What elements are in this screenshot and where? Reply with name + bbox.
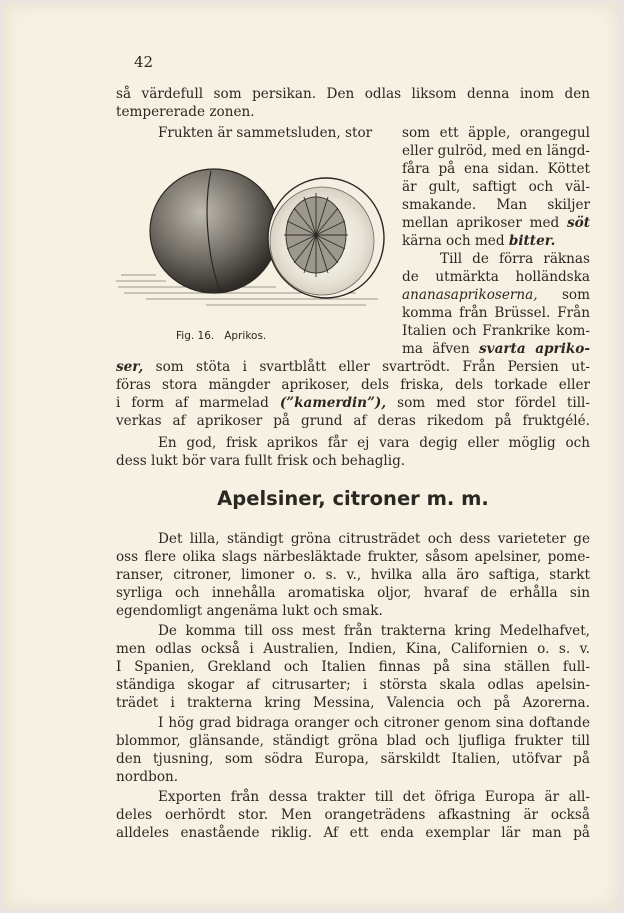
text-line: verkas af aprikoser på grund af deras rikedom på fruktgélé. — [116, 413, 590, 429]
text-line: I Spanien, Grekland och Italien finnas på sina ställen full- — [116, 659, 590, 675]
text-line: eller gulröd, med en längd- — [402, 143, 590, 159]
figure-name: Aprikos. — [224, 330, 267, 342]
text-line: fåra på ena sidan. Köttet — [402, 161, 590, 177]
text-line: men odlas också i Australien, Indien, Kina, Californien o. s. v. — [116, 641, 590, 657]
apricot-drawing — [116, 153, 396, 323]
italic-term: svarta aprikо- — [479, 341, 590, 357]
text-line: I hög grad bidraga oranger och citroner genom sina doftande — [158, 715, 590, 731]
text-line: den tjusning, som södra Europa, särskildt Italien, utöfvar på — [116, 751, 590, 767]
text-line: ranser, citroner, limoner o. s. v., hvilka alla äro saftiga, starkt — [116, 567, 590, 583]
text-line — [402, 340, 590, 358]
text-line: tempererade zonen. — [116, 104, 255, 120]
text-line: blommor, glänsande, ständigt gröna blad och ljufliga frukter till — [116, 733, 590, 749]
text-line: som ett äpple, orangegul — [402, 125, 590, 141]
text-span: mellan aprikoser med — [402, 215, 560, 231]
text-line: föras stora mängder aprikoser, dels friska, dels torkade eller — [116, 377, 590, 393]
text-line — [402, 232, 590, 250]
text-line: är gult, saftigt och väl- — [402, 179, 590, 195]
text-line — [402, 214, 590, 232]
text-line: ständiga skogar af citrusarter; i största skala odlas apelsin- — [116, 677, 590, 693]
text-span: i form af marmelad — [116, 395, 269, 411]
italic-term: ananasaprikoserna, — [402, 287, 538, 303]
whole-apricot — [150, 169, 278, 293]
text-span: ma äfven — [402, 341, 470, 357]
text-span: som med stor fördel till- — [397, 395, 590, 411]
apricot-illustration — [116, 153, 396, 327]
text-line — [402, 286, 590, 304]
text-line: Det lilla, ständigt gröna citrusträdet och dess varieteter ge — [158, 531, 590, 547]
text-line: de utmärkta holländska — [402, 269, 590, 285]
section-heading: Apelsiner, citroner m. m. — [217, 487, 489, 510]
italic-term: bitter. — [508, 233, 556, 249]
book-page — [4, 3, 618, 909]
text-span: som stöta i svartblått eller svartrödt. Från Persien ut- — [155, 359, 590, 375]
text-line: alldeles enastående riklig. Af ett enda exemplar lär man på — [116, 825, 590, 841]
text-line — [116, 394, 590, 412]
text-line: trädet i trakterna kring Messina, Valencia och på Azorerna. — [116, 695, 590, 711]
text-line: De komma till oss mest från trakterna kring Medelhafvet, — [158, 623, 590, 639]
text-line: Till de förra räknas — [440, 251, 590, 267]
text-line: nordbon. — [116, 769, 179, 785]
text-line: syrliga och innehålla aromatiska oljor, hvaraf de erhålla sin — [116, 585, 590, 601]
italic-term: ser, — [116, 359, 144, 375]
text-line: så värdefull som persikan. Den odlas liksom denna inom den — [116, 86, 590, 102]
text-span: kärna och med — [402, 233, 505, 249]
text-line: En god, frisk aprikos får ej vara degig eller möglig och — [158, 435, 590, 451]
text-line: Exporten från dessa trakter till det öfriga Europa är all- — [158, 789, 590, 805]
italic-term: söt — [567, 215, 590, 231]
figure-caption — [176, 330, 266, 342]
figure-number: Fig. 16. — [176, 330, 215, 342]
text-line: Italien och Frankrike kom- — [402, 323, 590, 339]
text-line: smakande. Man skiljer — [402, 197, 590, 213]
page-number: 42 — [134, 53, 154, 71]
italic-term: (”kamerdin”), — [279, 395, 387, 411]
text-line: Frukten är sammetsluden, stor — [158, 125, 373, 141]
text-line: egendomligt angenäma lukt och smak. — [116, 603, 383, 619]
text-line: dess lukt bör vara fullt frisk och behaglig. — [116, 453, 406, 469]
text-line: oss flere olika slags närbesläktade frukter, såsom apelsiner, pome- — [116, 549, 590, 565]
text-line — [116, 358, 590, 376]
text-line: komma från Brüssel. Från — [402, 305, 590, 321]
text-line: deles oerhördt stor. Men orangeträdens afkastning är också — [116, 807, 590, 823]
text-span: som — [561, 287, 590, 303]
